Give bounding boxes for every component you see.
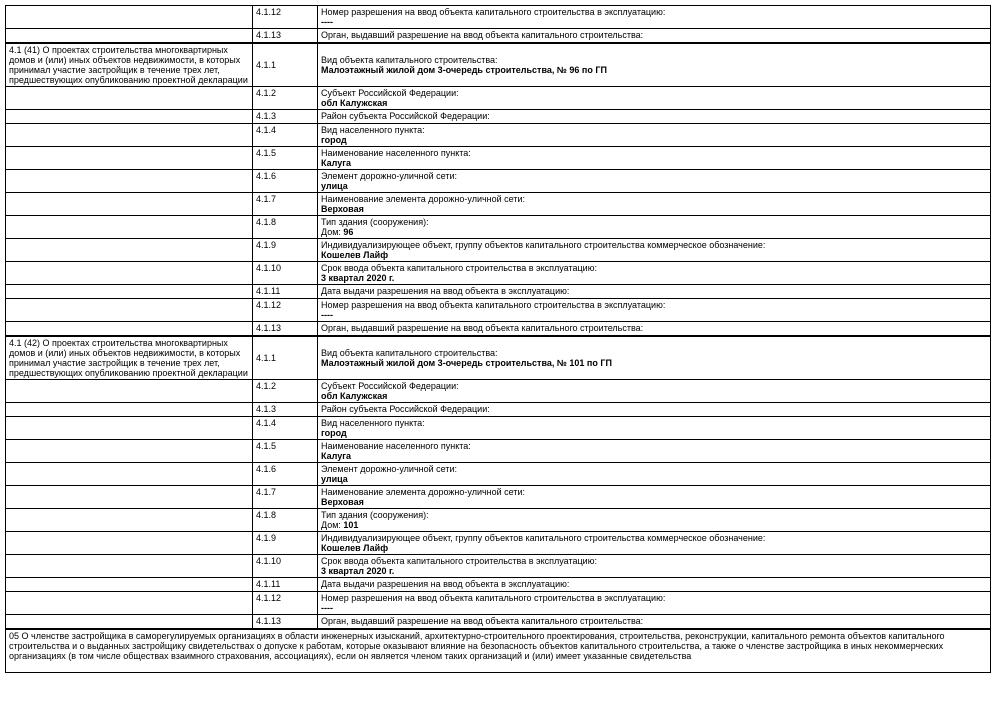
section-description-cell [6,6,253,29]
field-label: Тип здания (сооружения): [321,510,429,520]
field-label: Индивидуализирующее объект, группу объектов капитального строительства коммерческое обозначение: [321,240,766,250]
section-description-cell [6,322,253,337]
field-cell [318,592,991,615]
table-row [6,322,991,337]
section-description-cell: 4.1 (41) О проектах строительства многоквартирных домов и (или) иных объектов недвижимости, в которых принимал участие застройщик в течение трех лет, предшествующих опубликованию проектной декларации [6,43,253,87]
field-cell [318,615,991,630]
row-number: 4.1.9 [253,532,318,555]
field-label: Номер разрешения на ввод объекта капитального строительства в эксплуатацию: [321,593,666,603]
field-cell [318,299,991,322]
field-value: улица [321,474,348,484]
section-description-cell [6,285,253,299]
field-label: Срок ввода объекта капитального строительства в эксплуатацию: [321,556,597,566]
field-label: Район субъекта Российской Федерации: [321,111,490,121]
row-number: 4.1.13 [253,615,318,630]
section-description-cell [6,299,253,322]
row-number: 4.1.1 [253,336,318,380]
field-label: Субъект Российской Федерации: [321,88,459,98]
field-label: Вид объекта капитального строительства: [321,55,498,65]
table-row [6,262,991,285]
row-number: 4.1.12 [253,592,318,615]
row-number: 4.1.12 [253,299,318,322]
field-cell [318,87,991,110]
section-description-cell [6,555,253,578]
row-number: 4.1.8 [253,509,318,532]
field-cell [318,486,991,509]
section-description-cell [6,486,253,509]
table-row [6,43,991,87]
field-cell [318,6,991,29]
section-description-cell [6,592,253,615]
field-label: Наименование элемента дорожно-уличной сети: [321,487,526,497]
row-number: 4.1.3 [253,110,318,124]
section-description-cell [6,463,253,486]
field-cell [318,380,991,403]
section-description-cell [6,262,253,285]
table-row [6,403,991,417]
field-value: город [321,428,347,438]
row-number: 4.1.13 [253,29,318,44]
declaration-table [5,5,991,673]
section-description-cell [6,29,253,44]
section-description-cell [6,578,253,592]
field-cell [318,417,991,440]
table-row [6,532,991,555]
table-row [6,147,991,170]
table-row [6,170,991,193]
row-number: 4.1.9 [253,239,318,262]
field-label: Тип здания (сооружения): [321,217,429,227]
section-description-cell [6,532,253,555]
field-value: улица [321,181,348,191]
footer-row [6,629,991,673]
section-description-cell [6,87,253,110]
field-label: Субъект Российской Федерации: [321,381,459,391]
row-number: 4.1.13 [253,322,318,337]
section-description-cell [6,110,253,124]
row-number: 4.1.10 [253,555,318,578]
table-row [6,463,991,486]
row-number: 4.1.3 [253,403,318,417]
section-description-cell [6,509,253,532]
section-description-cell [6,193,253,216]
field-label: Вид населенного пункта: [321,418,425,428]
table-row [6,615,991,630]
field-label: Вид объекта капитального строительства: [321,348,498,358]
table-row [6,87,991,110]
field-cell [318,285,991,299]
field-value: ---- [321,310,333,320]
field-value: 3 квартал 2020 г. [321,566,395,576]
row-number: 4.1.5 [253,147,318,170]
field-cell [318,578,991,592]
field-value: ---- [321,603,333,613]
row-number: 4.1.1 [253,43,318,87]
field-cell [318,239,991,262]
field-label: Элемент дорожно-уличной сети: [321,171,458,181]
field-label: Наименование населенного пункта: [321,148,471,158]
table-row [6,486,991,509]
field-label: Район субъекта Российской Федерации: [321,404,490,414]
field-value: 3 квартал 2020 г. [321,273,395,283]
field-value: Кошелев Лайф [321,250,389,260]
field-label: Дата выдачи разрешения на ввод объекта в эксплуатацию: [321,286,570,296]
field-label: Наименование населенного пункта: [321,441,471,451]
table-row [6,285,991,299]
section-description-cell [6,239,253,262]
field-value: обл Калужская [321,98,388,108]
section-description-cell [6,147,253,170]
row-number: 4.1.6 [253,463,318,486]
row-number: 4.1.6 [253,170,318,193]
field-value: Малоэтажный жилой дом 3-очередь строительства, № 101 по ГП [321,358,612,368]
row-number: 4.1.8 [253,216,318,239]
field-cell [318,124,991,147]
table-row [6,124,991,147]
row-number: 4.1.11 [253,578,318,592]
table-row [6,417,991,440]
section-description-cell [6,124,253,147]
row-number: 4.1.7 [253,193,318,216]
field-value: Калуга [321,158,351,168]
field-cell [318,147,991,170]
footer-text: 05 О членстве застройщика в саморегулируемых организациях в области инженерных изысканий, архитектурно-строительного проектирования, строительства, реконструкции, капитального ремонта объектов капитального строительства и о выданных застройщику свидетельствах о допуске к работам, которые оказывают влияние на безопасность объектов капитального строительства, а также о членстве застройщика в иных некоммерческих организациях (в том числе обществах взаимного страхования, ассоциациях), если он является членом таких организаций и (или) имеет указанные свидетельства [6,629,991,673]
table-row [6,380,991,403]
field-cell [318,555,991,578]
row-number: 4.1.12 [253,6,318,29]
field-cell [318,193,991,216]
field-value: Верховая [321,204,364,214]
field-value: Малоэтажный жилой дом 3-очередь строительства, № 96 по ГП [321,65,607,75]
table-row [6,509,991,532]
field-cell [318,110,991,124]
table-row [6,193,991,216]
field-cell [318,336,991,380]
field-label: Дата выдачи разрешения на ввод объекта в эксплуатацию: [321,579,570,589]
row-number: 4.1.11 [253,285,318,299]
row-number: 4.1.4 [253,417,318,440]
field-cell [318,262,991,285]
field-cell [318,322,991,337]
table-row [6,336,991,380]
section-description-cell [6,216,253,239]
section-description-cell [6,380,253,403]
field-label: Индивидуализирующее объект, группу объектов капитального строительства коммерческое обозначение: [321,533,766,543]
field-label: Срок ввода объекта капитального строительства в эксплуатацию: [321,263,597,273]
field-value: Дом: 101 [321,520,359,530]
field-value: Дом: 96 [321,227,354,237]
field-cell [318,440,991,463]
table-row [6,6,991,29]
table-row [6,578,991,592]
section-description-cell [6,417,253,440]
field-value: город [321,135,347,145]
table-row [6,299,991,322]
row-number: 4.1.7 [253,486,318,509]
row-number: 4.1.4 [253,124,318,147]
field-label: Номер разрешения на ввод объекта капитального строительства в эксплуатацию: [321,300,666,310]
section-description-cell [6,170,253,193]
field-value: Верховая [321,497,364,507]
field-cell [318,216,991,239]
field-value: обл Калужская [321,391,388,401]
field-value: ---- [321,17,333,27]
table-row [6,592,991,615]
field-value: Калуга [321,451,351,461]
field-label: Наименование элемента дорожно-уличной сети: [321,194,526,204]
table-row [6,216,991,239]
field-cell [318,43,991,87]
field-cell [318,532,991,555]
field-cell [318,509,991,532]
field-label: Номер разрешения на ввод объекта капитального строительства в эксплуатацию: [321,7,666,17]
table-body [6,6,991,673]
row-number: 4.1.2 [253,87,318,110]
row-number: 4.1.2 [253,380,318,403]
field-value: Кошелев Лайф [321,543,389,553]
field-cell [318,170,991,193]
field-label: Орган, выдавший разрешение на ввод объекта капитального строительства: [321,616,644,626]
section-description-cell: 4.1 (42) О проектах строительства многоквартирных домов и (или) иных объектов недвижимости, в которых принимал участие застройщик в течение трех лет, предшествующих опубликованию проектной декларации [6,336,253,380]
field-cell [318,403,991,417]
field-label: Вид населенного пункта: [321,125,425,135]
section-description-cell [6,403,253,417]
table-row [6,555,991,578]
field-label: Орган, выдавший разрешение на ввод объекта капитального строительства: [321,30,644,40]
field-label: Элемент дорожно-уличной сети: [321,464,458,474]
field-cell [318,29,991,44]
field-cell [318,463,991,486]
table-row [6,239,991,262]
field-label: Орган, выдавший разрешение на ввод объекта капитального строительства: [321,323,644,333]
row-number: 4.1.5 [253,440,318,463]
table-row [6,29,991,44]
row-number: 4.1.10 [253,262,318,285]
section-description-cell [6,615,253,630]
table-row [6,110,991,124]
table-row [6,440,991,463]
section-description-cell [6,440,253,463]
